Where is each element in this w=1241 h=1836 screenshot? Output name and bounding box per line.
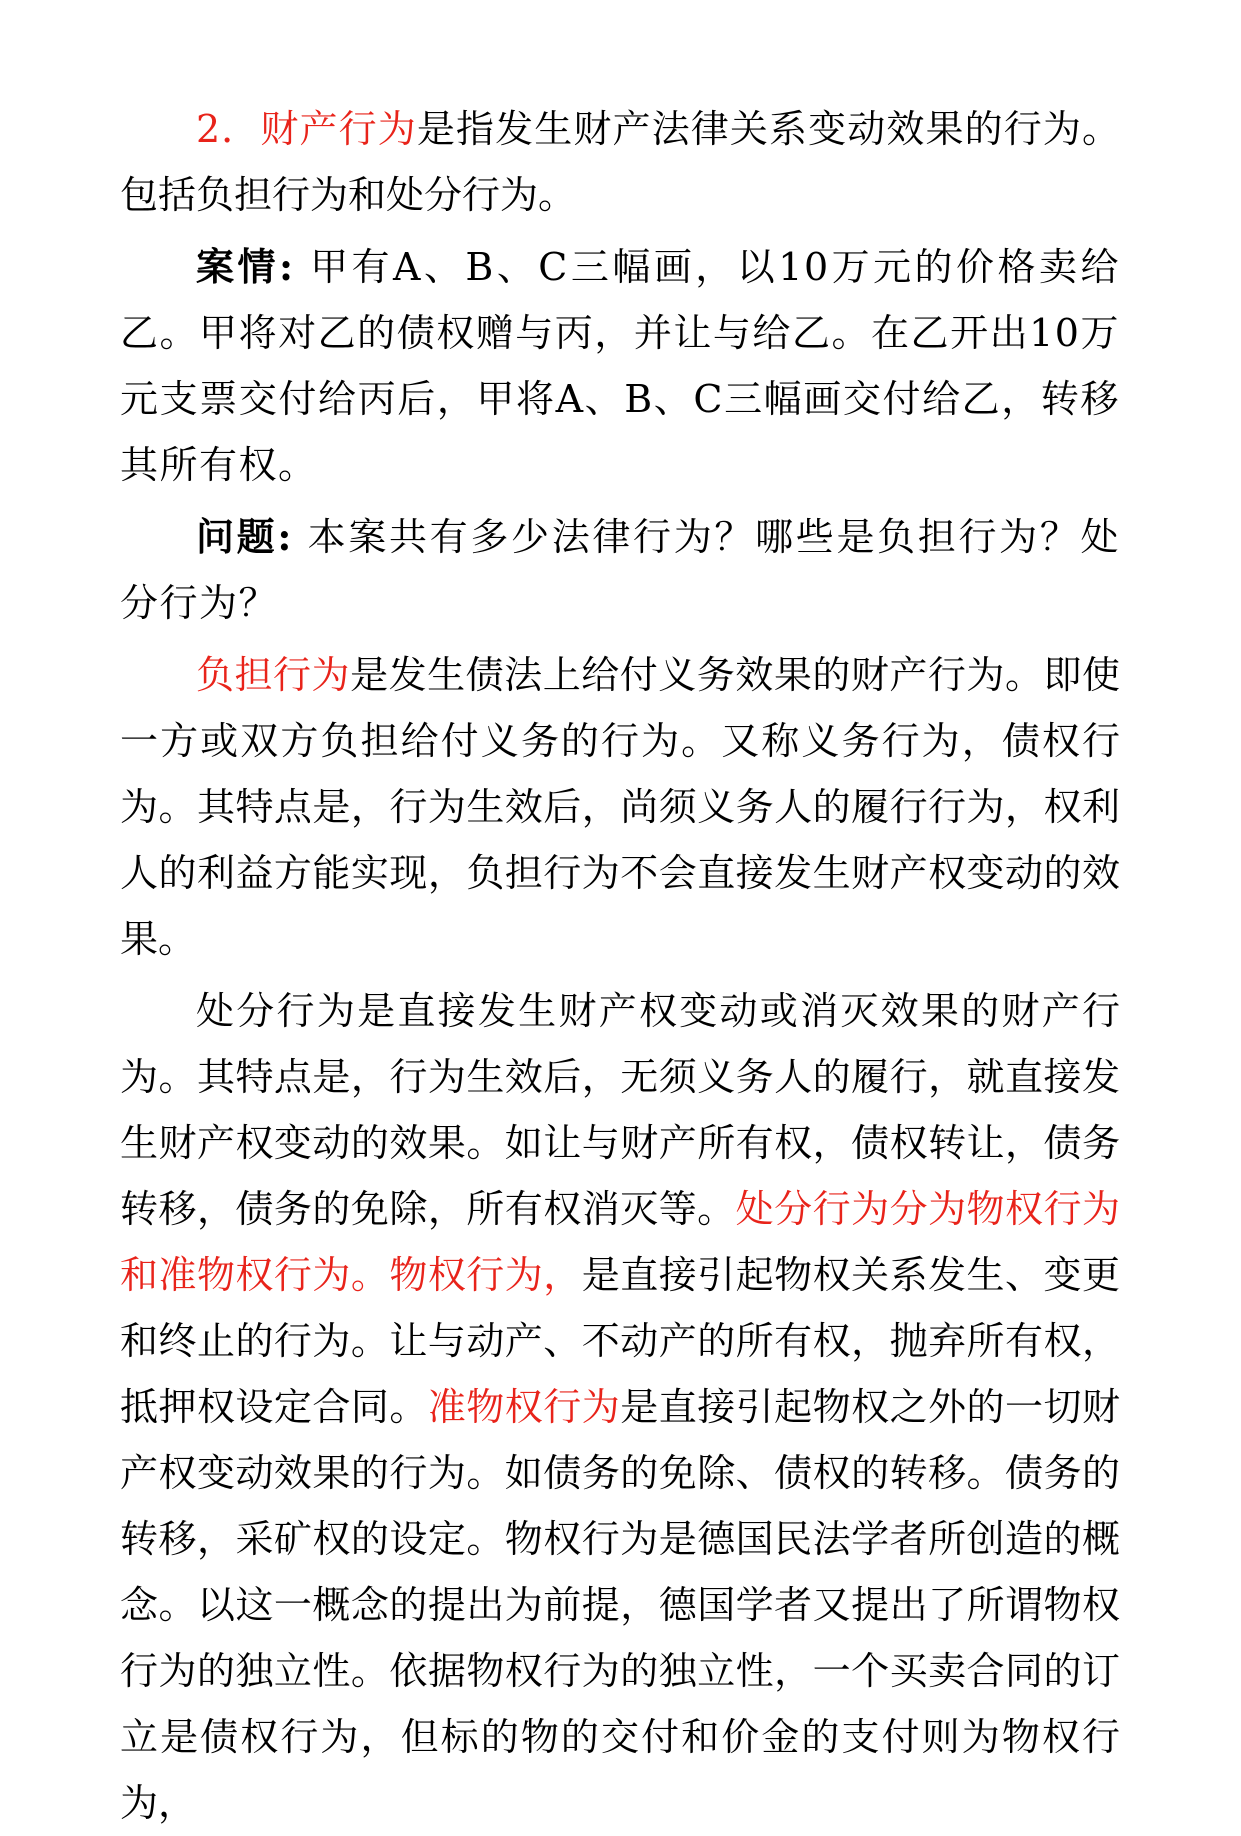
document-page [120, 96, 1120, 1836]
highlight-quasi-real-right-act: 准物权行为 [427, 1385, 621, 1429]
paragraph-burden-act [120, 642, 1120, 972]
real-right-act-definition: 是直接引起物权关系发生、变更和终止的行为。让与动产、不动产的所有权，抛弃所有权，抵押权设定合同。 [120, 1253, 1120, 1429]
case-text: 甲有A、B、C三幅画，以10万元的价格卖给乙。甲将对乙的债权赠与丙，并让与给乙。在乙开出10万元支票交付给丙后，甲将A、B、C三幅画交付给乙，转移其所有权。 [120, 245, 1120, 487]
paragraph-disposal-act [120, 978, 1120, 1836]
paragraph-question [120, 504, 1120, 636]
burden-act-definition: 是发生债法上给付义务效果的财产行为。即使一方或双方负担给付义务的行为。又称义务行为，债权行为。其特点是，行为生效后，尚须义务人的履行行为，权利人的利益方能实现，负担行为不会直接发生财产权变动的效果。 [120, 653, 1120, 961]
quasi-real-right-act-definition: 是直接引起物权之外的一切财产权变动效果的行为。如债务的免除、债权的转移。债务的转移，采矿权的设定。物权行为是德国民法学者所创造的概念。以这一概念的提出为前提，德国学者又提出了所谓物权行为的独立性。依据物权行为的独立性，一个买卖合同的订立是债权行为，但标的物的交付和价金的支付则为物权行为， [120, 1385, 1120, 1825]
highlight-property-act: 2．财产行为 [196, 107, 417, 151]
question-text: 本案共有多少法律行为？哪些是负担行为？处分行为？ [120, 515, 1120, 625]
highlight-real-right-act: 处分行为分为物权行为和准物权行为。物权行为， [120, 1187, 1120, 1297]
paragraph-property-act [120, 96, 1120, 228]
disposal-act-definition: 处分行为是直接发生财产权变动或消灭效果的财产行为。其特点是，行为生效后，无须义务人的履行，就直接发生财产权变动的效果。如让与财产所有权，债权转让，债务转移，债务的免除，所有权消灭等。 [120, 989, 1120, 1231]
property-act-definition: 是指发生财产法律关系变动效果的行为。包括负担行为和处分行为。 [120, 107, 1120, 217]
case-label: 案情: [196, 244, 295, 289]
highlight-burden-act: 负担行为 [196, 653, 351, 697]
paragraph-case [120, 234, 1120, 498]
question-label: 问题: [196, 514, 293, 559]
